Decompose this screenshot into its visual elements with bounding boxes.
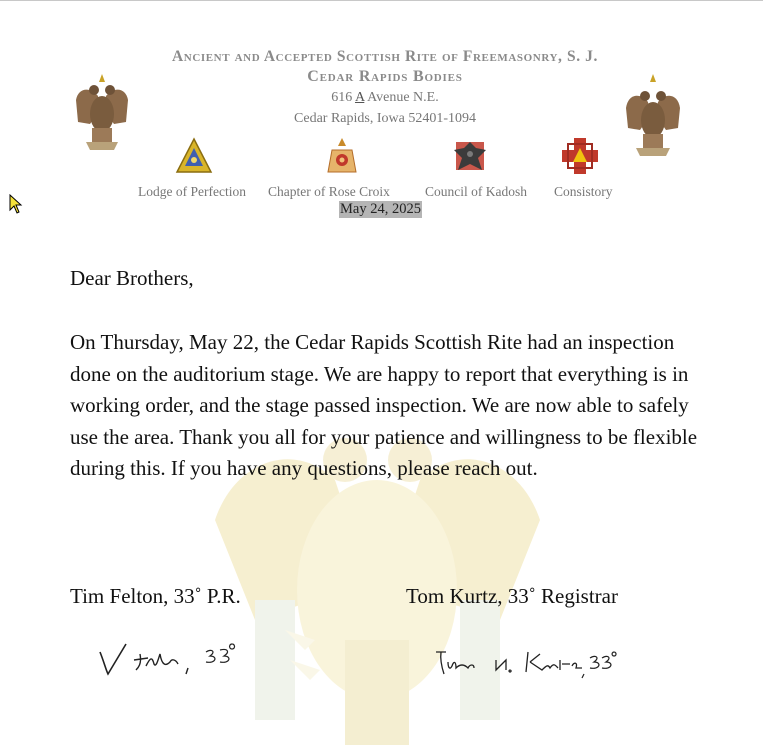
consistory-cross-emblem-icon: [560, 136, 600, 176]
signature-felton: [96, 636, 241, 680]
double-eagle-left-icon: [72, 70, 132, 154]
letter-paragraph: On Thursday, May 22, the Cedar Rapids Scottish Rite had an inspection done on the auditorium stage. We are happy to report that everything is in working order, and the stage passed inspection. We are now able to safely use the area. Thank you all for your patience and willingness to be flexible during this. If you have any questions, please reach out.: [70, 330, 698, 481]
body-label-rose-croix: Chapter of Rose Croix: [268, 184, 390, 199]
street-address: [60, 90, 710, 106]
address-number: 616: [331, 90, 353, 105]
top-border: [0, 0, 763, 1]
body-label-kadosh: Council of Kadosh: [425, 184, 527, 199]
kadosh-eagle-emblem-icon: [450, 136, 490, 176]
city-address: Cedar Rapids, Iowa 52401-1094: [294, 111, 476, 126]
rose-croix-emblem-icon: [322, 136, 362, 176]
mouse-cursor-icon: [9, 194, 23, 214]
address-street: Avenue N.E.: [367, 90, 439, 105]
double-eagle-right-icon: [624, 72, 682, 158]
triangle-emblem-icon: [174, 136, 214, 176]
body-label-lodge: Lodge of Perfection: [138, 184, 246, 199]
org-name: Ancient and Accepted Scottish Rite of Freemasonry, S. J.: [171, 48, 598, 65]
body-label-consistory: Consistory: [554, 184, 613, 199]
bodies-name: Cedar Rapids Bodies: [307, 68, 463, 85]
signatory-name-kurtz: Tom Kurtz, 33˚ Registrar: [406, 584, 618, 608]
signature-kurtz: [430, 646, 620, 680]
letter-date[interactable]: May 24, 2025: [340, 201, 421, 217]
signatory-name-felton: Tim Felton, 33˚ P.R.: [70, 584, 241, 608]
greeting: Dear Brothers,: [70, 266, 194, 290]
address-letter: A: [354, 90, 365, 105]
